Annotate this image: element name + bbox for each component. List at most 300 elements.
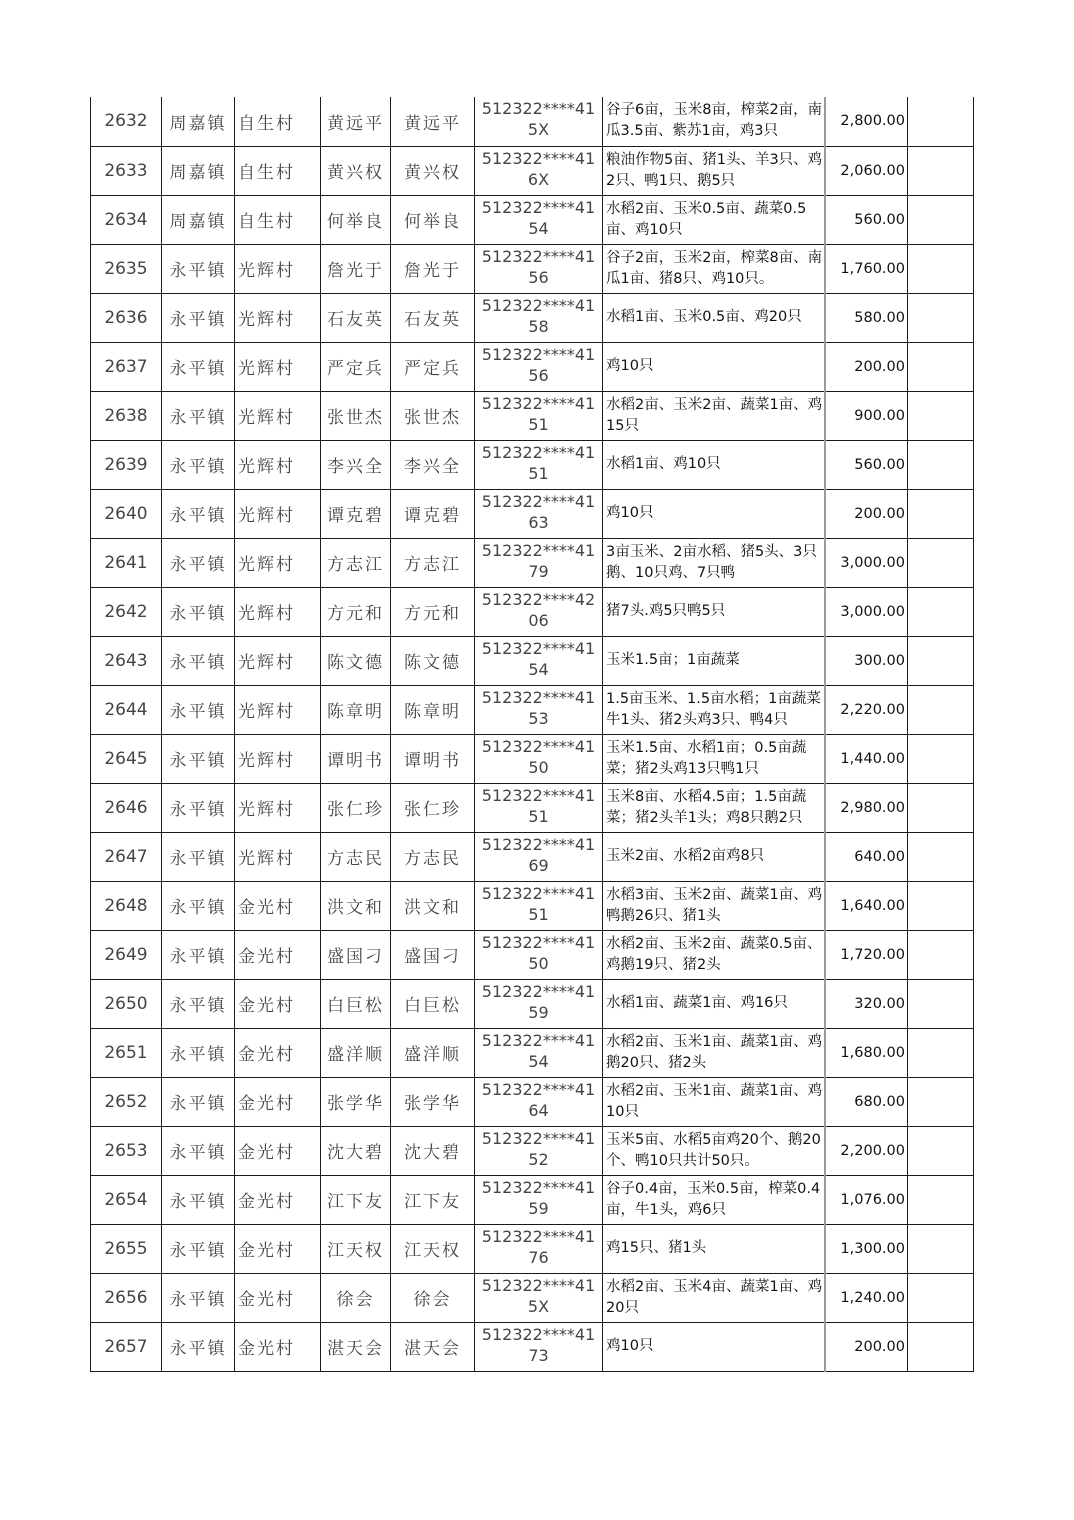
table-row — [91, 881, 974, 930]
id-number-cell — [475, 538, 603, 587]
row-number: 2641 — [91, 538, 162, 587]
town-cell: 周嘉镇 — [162, 97, 235, 146]
row-number: 2650 — [91, 979, 162, 1028]
amount-cell: 900.00 — [825, 391, 908, 440]
remark-cell — [908, 293, 974, 342]
amount-cell: 2,800.00 — [825, 97, 908, 146]
name-cell: 张仁珍 — [321, 783, 391, 832]
id-number-line-1: 512322****41 — [481, 932, 596, 952]
village-cell: 光辉村 — [235, 587, 321, 636]
name-cell: 张学华 — [321, 1077, 391, 1126]
id-number-line-1: 512322****41 — [481, 540, 596, 560]
village-cell: 光辉村 — [235, 440, 321, 489]
id-number-line-1: 512322****41 — [481, 393, 596, 413]
remark-cell — [908, 783, 974, 832]
id-number-line-2: 76 — [528, 1247, 549, 1267]
id-number-line-2: 56 — [528, 267, 549, 287]
town-cell: 永平镇 — [162, 440, 235, 489]
household-head-cell: 谭克碧 — [391, 489, 475, 538]
id-number-line-1: 512322****41 — [481, 981, 596, 1001]
id-number-line-1: 512322****41 — [481, 687, 596, 707]
household-head-cell: 何举良 — [391, 195, 475, 244]
id-number-line-2: 54 — [528, 218, 549, 238]
amount-cell: 300.00 — [825, 636, 908, 685]
amount-cell: 580.00 — [825, 293, 908, 342]
id-number-line-2: 73 — [528, 1345, 549, 1365]
household-head-cell: 盛国刁 — [391, 930, 475, 979]
row-number: 2647 — [91, 832, 162, 881]
items-cell: 水稻1亩、鸡10只 — [603, 440, 825, 489]
table-row — [91, 1224, 974, 1273]
id-number-line-1: 512322****41 — [481, 1275, 596, 1295]
table-row — [91, 734, 974, 783]
village-cell: 光辉村 — [235, 342, 321, 391]
table-row — [91, 636, 974, 685]
id-number-cell — [475, 881, 603, 930]
id-number-line-2: 50 — [528, 757, 549, 777]
id-number-line-2: 5X — [527, 1296, 550, 1316]
table-row — [91, 440, 974, 489]
row-number: 2637 — [91, 342, 162, 391]
row-number: 2644 — [91, 685, 162, 734]
town-cell: 永平镇 — [162, 783, 235, 832]
name-cell: 谭克碧 — [321, 489, 391, 538]
remark-cell — [908, 832, 974, 881]
id-number-line-2: 51 — [528, 414, 549, 434]
town-cell: 永平镇 — [162, 734, 235, 783]
remark-cell — [908, 1175, 974, 1224]
village-cell: 金光村 — [235, 1175, 321, 1224]
id-number-cell — [475, 1028, 603, 1077]
id-number-cell — [475, 1126, 603, 1175]
village-cell: 金光村 — [235, 1028, 321, 1077]
amount-cell: 3,000.00 — [825, 538, 908, 587]
amount-cell: 1,640.00 — [825, 881, 908, 930]
id-number-cell — [475, 489, 603, 538]
id-number-cell — [475, 440, 603, 489]
amount-cell: 1,680.00 — [825, 1028, 908, 1077]
row-number: 2639 — [91, 440, 162, 489]
amount-cell: 3,000.00 — [825, 587, 908, 636]
remark-cell — [908, 881, 974, 930]
amount-cell: 2,060.00 — [825, 146, 908, 195]
household-head-cell: 张世杰 — [391, 391, 475, 440]
village-cell: 金光村 — [235, 1126, 321, 1175]
remark-cell — [908, 734, 974, 783]
amount-cell: 2,980.00 — [825, 783, 908, 832]
items-cell: 3亩玉米、2亩水稻、猪5头、3只鹅、10只鸡、7只鸭 — [603, 538, 825, 587]
village-cell: 光辉村 — [235, 685, 321, 734]
row-number: 2635 — [91, 244, 162, 293]
id-number-line-1: 512322****41 — [481, 883, 596, 903]
table-row — [91, 244, 974, 293]
village-cell: 光辉村 — [235, 244, 321, 293]
items-cell: 水稻2亩、玉米0.5亩、蔬菜0.5亩、鸡10只 — [603, 195, 825, 244]
table-row — [91, 489, 974, 538]
name-cell: 盛国刁 — [321, 930, 391, 979]
items-cell: 玉米2亩、水稻2亩鸡8只 — [603, 832, 825, 881]
id-number-cell — [475, 391, 603, 440]
table-row — [91, 783, 974, 832]
town-cell: 永平镇 — [162, 832, 235, 881]
row-number: 2640 — [91, 489, 162, 538]
name-cell: 方元和 — [321, 587, 391, 636]
amount-cell: 200.00 — [825, 1322, 908, 1371]
remark-cell — [908, 1322, 974, 1371]
name-cell: 方志民 — [321, 832, 391, 881]
remark-cell — [908, 685, 974, 734]
items-cell: 1.5亩玉米、1.5亩水稻；1亩蔬菜牛1头、猪2头鸡3只、鸭4只 — [603, 685, 825, 734]
amount-cell: 560.00 — [825, 195, 908, 244]
household-head-cell: 江天权 — [391, 1224, 475, 1273]
id-number-line-1: 512322****41 — [481, 295, 596, 315]
town-cell: 永平镇 — [162, 391, 235, 440]
town-cell: 永平镇 — [162, 244, 235, 293]
name-cell: 盛洋顺 — [321, 1028, 391, 1077]
remark-cell — [908, 342, 974, 391]
town-cell: 永平镇 — [162, 636, 235, 685]
name-cell: 谭明书 — [321, 734, 391, 783]
amount-cell: 1,076.00 — [825, 1175, 908, 1224]
id-number-line-2: 59 — [528, 1198, 549, 1218]
household-head-cell: 陈章明 — [391, 685, 475, 734]
id-number-line-2: 51 — [528, 806, 549, 826]
id-number-line-2: 64 — [528, 1100, 549, 1120]
items-cell: 鸡10只 — [603, 342, 825, 391]
amount-cell: 200.00 — [825, 342, 908, 391]
household-head-cell: 洪文和 — [391, 881, 475, 930]
name-cell: 方志江 — [321, 538, 391, 587]
items-cell: 玉米1.5亩、水稻1亩；0.5亩蔬菜；猪2头鸡13只鸭1只 — [603, 734, 825, 783]
id-number-cell — [475, 1175, 603, 1224]
remark-cell — [908, 146, 974, 195]
items-cell: 鸡15只、猪1头 — [603, 1224, 825, 1273]
id-number-line-2: 51 — [528, 904, 549, 924]
table-row — [91, 342, 974, 391]
id-number-line-2: 59 — [528, 1002, 549, 1022]
town-cell: 永平镇 — [162, 538, 235, 587]
town-cell: 永平镇 — [162, 685, 235, 734]
household-head-cell: 张学华 — [391, 1077, 475, 1126]
id-number-line-2: 52 — [528, 1149, 549, 1169]
table-row — [91, 146, 974, 195]
id-number-line-1: 512322****41 — [481, 246, 596, 266]
id-number-line-2: 50 — [528, 953, 549, 973]
town-cell: 永平镇 — [162, 930, 235, 979]
id-number-cell — [475, 734, 603, 783]
village-cell: 自生村 — [235, 97, 321, 146]
name-cell: 李兴全 — [321, 440, 391, 489]
household-head-cell: 陈文德 — [391, 636, 475, 685]
id-number-line-2: 06 — [528, 610, 549, 630]
id-number-cell — [475, 342, 603, 391]
record-table — [90, 97, 974, 1372]
items-cell: 谷子0.4亩，玉米0.5亩，榨菜0.4亩，牛1头，鸡6只 — [603, 1175, 825, 1224]
row-number: 2646 — [91, 783, 162, 832]
remark-cell — [908, 1224, 974, 1273]
id-number-cell — [475, 783, 603, 832]
remark-cell — [908, 979, 974, 1028]
id-number-cell — [475, 97, 603, 146]
items-cell: 玉米1.5亩；1亩蔬菜 — [603, 636, 825, 685]
table-row — [91, 391, 974, 440]
amount-cell: 640.00 — [825, 832, 908, 881]
remark-cell — [908, 587, 974, 636]
amount-cell: 320.00 — [825, 979, 908, 1028]
remark-cell — [908, 489, 974, 538]
household-head-cell: 张仁珍 — [391, 783, 475, 832]
village-cell: 自生村 — [235, 146, 321, 195]
village-cell: 金光村 — [235, 1224, 321, 1273]
id-number-cell — [475, 685, 603, 734]
name-cell: 严定兵 — [321, 342, 391, 391]
table-row — [91, 538, 974, 587]
amount-cell: 680.00 — [825, 1077, 908, 1126]
household-head-cell: 盛洋顺 — [391, 1028, 475, 1077]
household-head-cell: 李兴全 — [391, 440, 475, 489]
name-cell: 徐会 — [321, 1273, 391, 1322]
village-cell: 光辉村 — [235, 391, 321, 440]
items-cell: 鸡10只 — [603, 1322, 825, 1371]
town-cell: 永平镇 — [162, 1175, 235, 1224]
items-cell: 谷子6亩，玉米8亩，榨菜2亩，南瓜3.5亩、紫苏1亩，鸡3只 — [603, 97, 825, 146]
name-cell: 詹光于 — [321, 244, 391, 293]
row-number: 2653 — [91, 1126, 162, 1175]
village-cell: 光辉村 — [235, 636, 321, 685]
amount-cell: 1,760.00 — [825, 244, 908, 293]
amount-cell: 560.00 — [825, 440, 908, 489]
id-number-line-2: 79 — [528, 561, 549, 581]
table-row — [91, 832, 974, 881]
village-cell: 金光村 — [235, 1273, 321, 1322]
id-number-line-1: 512322****41 — [481, 1030, 596, 1050]
household-head-cell: 白巨松 — [391, 979, 475, 1028]
town-cell: 永平镇 — [162, 1077, 235, 1126]
village-cell: 光辉村 — [235, 489, 321, 538]
town-cell: 永平镇 — [162, 489, 235, 538]
items-cell: 水稻2亩、玉米2亩、蔬菜0.5亩、鸡鹅19只、猪2头 — [603, 930, 825, 979]
remark-cell — [908, 244, 974, 293]
items-cell: 水稻2亩、玉米1亩、蔬菜1亩、鸡鹅20只、猪2头 — [603, 1028, 825, 1077]
town-cell: 永平镇 — [162, 293, 235, 342]
row-number: 2655 — [91, 1224, 162, 1273]
table-row — [91, 293, 974, 342]
row-number: 2633 — [91, 146, 162, 195]
name-cell: 白巨松 — [321, 979, 391, 1028]
id-number-line-2: 63 — [528, 512, 549, 532]
table-row — [91, 1273, 974, 1322]
name-cell: 江下友 — [321, 1175, 391, 1224]
name-cell: 陈文德 — [321, 636, 391, 685]
table-row — [91, 930, 974, 979]
household-head-cell: 江下友 — [391, 1175, 475, 1224]
table-row — [91, 195, 974, 244]
table-row — [91, 1077, 974, 1126]
name-cell: 何举良 — [321, 195, 391, 244]
items-cell: 猪7头.鸡5只鸭5只 — [603, 587, 825, 636]
household-head-cell: 石友英 — [391, 293, 475, 342]
amount-cell: 2,200.00 — [825, 1126, 908, 1175]
id-number-cell — [475, 636, 603, 685]
id-number-line-1: 512322****41 — [481, 344, 596, 364]
remark-cell — [908, 391, 974, 440]
items-cell: 水稻1亩、蔬菜1亩、鸡16只 — [603, 979, 825, 1028]
table-row — [91, 1126, 974, 1175]
id-number-cell — [475, 244, 603, 293]
id-number-cell — [475, 1273, 603, 1322]
items-cell: 水稻3亩、玉米2亩、蔬菜1亩、鸡鸭鹅26只、猪1头 — [603, 881, 825, 930]
id-number-cell — [475, 195, 603, 244]
name-cell: 江天权 — [321, 1224, 391, 1273]
items-cell: 谷子2亩，玉米2亩，榨菜8亩、南瓜1亩、猪8只、鸡10只。 — [603, 244, 825, 293]
id-number-line-1: 512322****41 — [481, 1177, 596, 1197]
household-head-cell: 黄远平 — [391, 97, 475, 146]
id-number-line-2: 51 — [528, 463, 549, 483]
village-cell: 光辉村 — [235, 832, 321, 881]
id-number-line-2: 6X — [527, 169, 550, 189]
row-number: 2654 — [91, 1175, 162, 1224]
amount-cell: 1,300.00 — [825, 1224, 908, 1273]
remark-cell — [908, 636, 974, 685]
remark-cell — [908, 195, 974, 244]
items-cell: 玉米8亩、水稻4.5亩；1.5亩蔬菜；猪2头羊1头；鸡8只鹅2只 — [603, 783, 825, 832]
town-cell: 永平镇 — [162, 881, 235, 930]
name-cell: 黄远平 — [321, 97, 391, 146]
id-number-line-1: 512322****41 — [481, 1324, 596, 1344]
row-number: 2632 — [91, 97, 162, 146]
id-number-line-1: 512322****41 — [481, 197, 596, 217]
row-number: 2648 — [91, 881, 162, 930]
name-cell: 湛天会 — [321, 1322, 391, 1371]
id-number-cell — [475, 293, 603, 342]
id-number-cell — [475, 832, 603, 881]
items-cell: 水稻2亩、玉米1亩、蔬菜1亩、鸡10只 — [603, 1077, 825, 1126]
household-head-cell: 詹光于 — [391, 244, 475, 293]
id-number-line-2: 56 — [528, 365, 549, 385]
village-cell: 金光村 — [235, 1077, 321, 1126]
id-number-line-1: 512322****41 — [481, 491, 596, 511]
household-head-cell: 严定兵 — [391, 342, 475, 391]
amount-cell: 2,220.00 — [825, 685, 908, 734]
town-cell: 永平镇 — [162, 1028, 235, 1077]
village-cell: 自生村 — [235, 195, 321, 244]
name-cell: 洪文和 — [321, 881, 391, 930]
items-cell: 水稻1亩、玉米0.5亩、鸡20只 — [603, 293, 825, 342]
id-number-line-1: 512322****41 — [481, 99, 596, 119]
row-number: 2652 — [91, 1077, 162, 1126]
name-cell: 石友英 — [321, 293, 391, 342]
household-head-cell: 沈大碧 — [391, 1126, 475, 1175]
household-head-cell: 方志江 — [391, 538, 475, 587]
row-number: 2642 — [91, 587, 162, 636]
id-number-line-2: 5X — [527, 120, 550, 140]
remark-cell — [908, 97, 974, 146]
id-number-line-1: 512322****41 — [481, 736, 596, 756]
name-cell: 黄兴权 — [321, 146, 391, 195]
id-number-line-2: 69 — [528, 855, 549, 875]
items-cell: 水稻2亩、玉米4亩、蔬菜1亩、鸡20只 — [603, 1273, 825, 1322]
row-number: 2634 — [91, 195, 162, 244]
village-cell: 金光村 — [235, 881, 321, 930]
id-number-line-1: 512322****41 — [481, 834, 596, 854]
table-row — [91, 1322, 974, 1371]
id-number-cell — [475, 1224, 603, 1273]
remark-cell — [908, 440, 974, 489]
row-number: 2638 — [91, 391, 162, 440]
amount-cell: 1,720.00 — [825, 930, 908, 979]
remark-cell — [908, 930, 974, 979]
id-number-line-2: 53 — [528, 708, 549, 728]
table-row — [91, 685, 974, 734]
id-number-line-1: 512322****41 — [481, 785, 596, 805]
amount-cell: 1,440.00 — [825, 734, 908, 783]
id-number-line-1: 512322****41 — [481, 1079, 596, 1099]
id-number-line-2: 58 — [528, 316, 549, 336]
remark-cell — [908, 1273, 974, 1322]
items-cell: 粮油作物5亩、猪1头、羊3只、鸡2只、鸭1只、鹅5只 — [603, 146, 825, 195]
table-row — [91, 1175, 974, 1224]
items-cell: 鸡10只 — [603, 489, 825, 538]
id-number-line-1: 512322****42 — [481, 589, 596, 609]
id-number-line-1: 512322****41 — [481, 638, 596, 658]
village-cell: 金光村 — [235, 930, 321, 979]
id-number-line-1: 512322****41 — [481, 1128, 596, 1148]
village-cell: 金光村 — [235, 1322, 321, 1371]
table-row — [91, 979, 974, 1028]
village-cell: 光辉村 — [235, 538, 321, 587]
name-cell: 陈章明 — [321, 685, 391, 734]
town-cell: 周嘉镇 — [162, 146, 235, 195]
village-cell: 光辉村 — [235, 783, 321, 832]
row-number: 2649 — [91, 930, 162, 979]
household-head-cell: 方志民 — [391, 832, 475, 881]
row-number: 2656 — [91, 1273, 162, 1322]
id-number-cell — [475, 146, 603, 195]
table-row — [91, 587, 974, 636]
row-number: 2636 — [91, 293, 162, 342]
id-number-cell — [475, 930, 603, 979]
village-cell: 光辉村 — [235, 734, 321, 783]
items-cell: 水稻2亩、玉米2亩、蔬菜1亩、鸡15只 — [603, 391, 825, 440]
table-row — [91, 1028, 974, 1077]
name-cell: 沈大碧 — [321, 1126, 391, 1175]
id-number-cell — [475, 979, 603, 1028]
village-cell: 金光村 — [235, 979, 321, 1028]
household-head-cell: 黄兴权 — [391, 146, 475, 195]
remark-cell — [908, 1028, 974, 1077]
row-number: 2645 — [91, 734, 162, 783]
household-head-cell: 徐会 — [391, 1273, 475, 1322]
town-cell: 永平镇 — [162, 1273, 235, 1322]
town-cell: 永平镇 — [162, 587, 235, 636]
id-number-cell — [475, 1322, 603, 1371]
id-number-cell — [475, 587, 603, 636]
town-cell: 永平镇 — [162, 1224, 235, 1273]
name-cell: 张世杰 — [321, 391, 391, 440]
id-number-line-2: 54 — [528, 1051, 549, 1071]
remark-cell — [908, 1077, 974, 1126]
town-cell: 永平镇 — [162, 1322, 235, 1371]
row-number: 2657 — [91, 1322, 162, 1371]
row-number: 2651 — [91, 1028, 162, 1077]
amount-cell: 200.00 — [825, 489, 908, 538]
table-row — [91, 97, 974, 146]
id-number-line-1: 512322****41 — [481, 442, 596, 462]
town-cell: 永平镇 — [162, 979, 235, 1028]
village-cell: 光辉村 — [235, 293, 321, 342]
id-number-line-1: 512322****41 — [481, 1226, 596, 1246]
household-head-cell: 湛天会 — [391, 1322, 475, 1371]
